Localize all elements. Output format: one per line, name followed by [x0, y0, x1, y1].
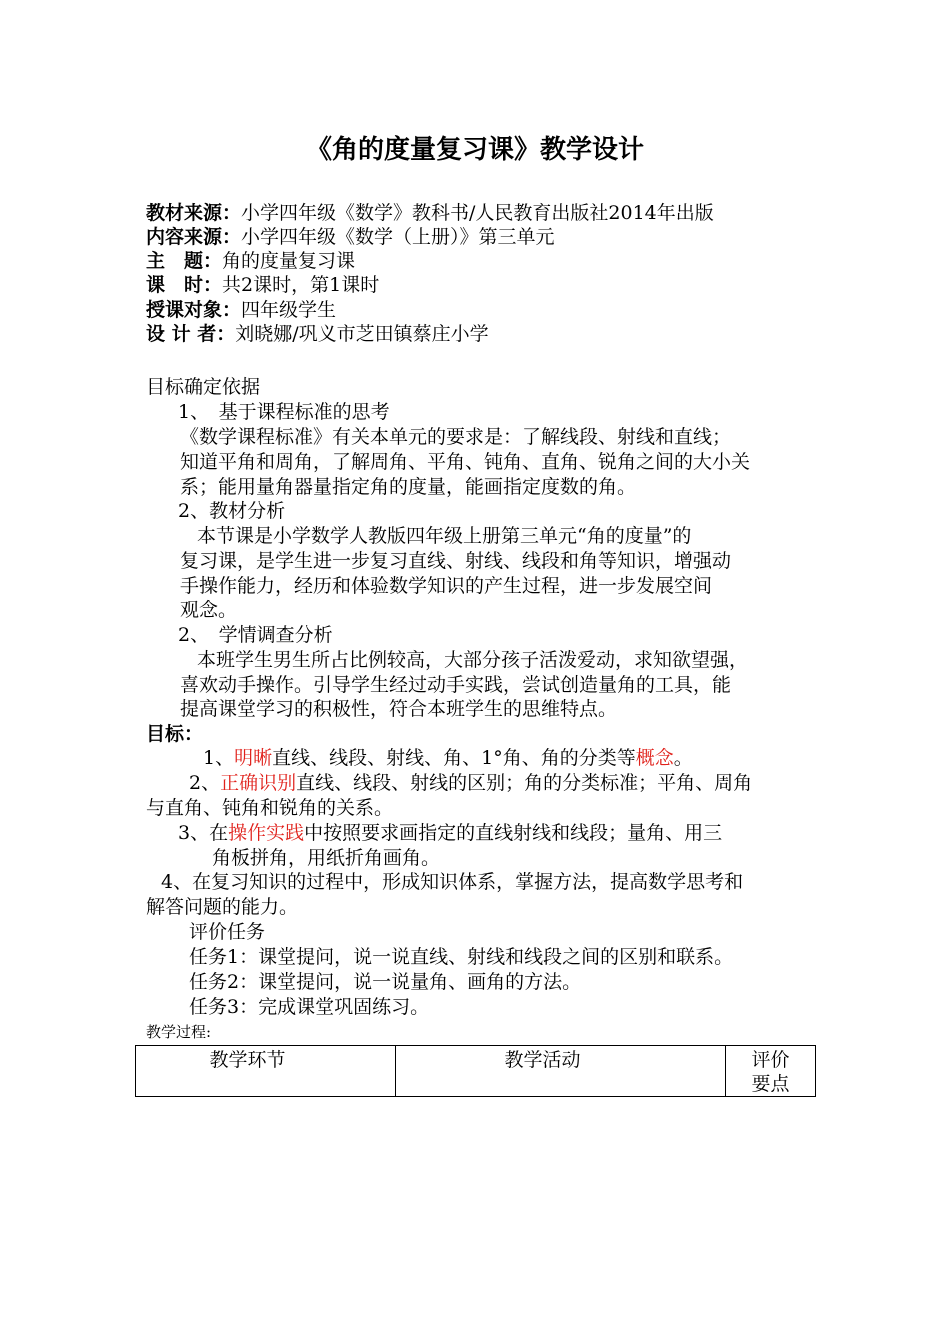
info-source — [146, 201, 714, 225]
basis-section3-line3: 提高课堂学习的积极性，符合本班学生的思维特点。 — [180, 698, 618, 720]
goal-2-rest: 直线、线段、射线的区别；角的分类标准；平角、周角 — [296, 772, 753, 794]
goal-2-highlight: 正确识别 — [220, 772, 297, 794]
goal-3-prefix: 3、在 — [178, 822, 229, 844]
basis-heading: 目标确定依据 — [146, 376, 261, 398]
basis-section2-line2: 复习课，是学生进一步复习直线、射线、线段和角等知识，增强动 — [180, 550, 732, 572]
basis-section1-line2: 知道平角和周角，了解周角、平角、钝角、直角、锐角之间的大小关 — [180, 451, 751, 473]
goals-heading: 目标： — [146, 723, 204, 745]
info-topic — [146, 249, 355, 273]
table-header-row — [136, 1046, 816, 1097]
info-period — [146, 273, 379, 297]
evaluation-task-2: 任务2：课堂提问，说一说量角、画角的方法。 — [189, 971, 582, 993]
goal-3 — [178, 821, 722, 845]
basis-section1-line3: 系；能用量角器量指定角的度量，能画指定度数的角。 — [180, 476, 637, 498]
goal-3-line2: 角板拼角，用纸折角画角。 — [212, 847, 441, 869]
info-source-label: 教材来源： — [146, 202, 242, 224]
basis-section3-line2: 喜欢动手操作。引导学生经过动手实践，尝试创造量角的工具，能 — [180, 674, 732, 696]
goal-2-line2: 与直角、钝角和锐角的关系。 — [146, 797, 394, 819]
info-designer-label: 设 计 者： — [146, 323, 236, 345]
basis-section3-title: 2、 学情调查分析 — [178, 624, 333, 646]
goal-1-end: 。 — [673, 747, 693, 769]
goal-3-highlight: 操作实践 — [228, 822, 305, 844]
info-audience-value: 四年级学生 — [241, 299, 337, 321]
info-designer-value: 刘晓娜/巩义市芝田镇蔡庄小学 — [235, 323, 489, 345]
goal-2 — [189, 771, 752, 795]
column-header-activity: 教学活动 — [396, 1046, 726, 1097]
goal-1-highlight-2: 概念 — [635, 747, 674, 769]
info-topic-label: 主 题： — [146, 250, 223, 272]
goal-3-rest: 中按照要求画指定的直线射线和线段；量角、用三 — [304, 822, 723, 844]
process-table — [135, 1045, 816, 1097]
basis-section1-title: 1、 基于课程标准的思考 — [178, 401, 390, 423]
goal-1-middle: 直线、线段、射线、角、1°角、角的分类等 — [272, 747, 636, 769]
info-content — [146, 225, 555, 249]
info-source-value: 小学四年级《数学》教科书/人民教育出版社2014年出版 — [241, 202, 714, 224]
column-header-stage: 教学环节 — [136, 1046, 396, 1097]
info-topic-value: 角的度量复习课 — [222, 250, 356, 272]
info-designer — [146, 322, 489, 346]
basis-section2-title: 2、教材分析 — [178, 500, 286, 522]
info-content-label: 内容来源： — [146, 226, 242, 248]
basis-section2-line4: 观念。 — [180, 599, 238, 621]
column-header-evaluation-line2: 要点 — [751, 1073, 790, 1095]
goal-4-line1: 4、在复习知识的过程中，形成知识体系，掌握方法，提高数学思考和 — [161, 871, 744, 893]
goal-2-prefix: 2、 — [189, 772, 221, 794]
basis-section1-line1: 《数学课程标准》有关本单元的要求是：了解线段、射线和直线； — [180, 426, 732, 448]
info-period-label: 课 时： — [146, 274, 223, 296]
evaluation-heading: 评价任务 — [189, 921, 266, 943]
info-audience — [146, 298, 336, 322]
basis-section2-line3: 手操作能力，经历和体验数学知识的产生过程，进一步发展空间 — [180, 575, 713, 597]
goal-1-highlight-1: 明晰 — [234, 747, 273, 769]
process-label: 教学过程: — [146, 1023, 212, 1041]
goal-4-line2: 解答问题的能力。 — [146, 896, 299, 918]
basis-section3-line1: 本班学生男生所占比例较高，大部分孩子活泼爱动，求知欲望强， — [197, 649, 749, 671]
info-content-value: 小学四年级《数学（上册）》第三单元 — [241, 226, 555, 248]
info-period-value: 共2课时，第1课时 — [222, 274, 380, 296]
evaluation-task-3: 任务3：完成课堂巩固练习。 — [189, 996, 430, 1018]
basis-section2-line1: 本节课是小学数学人教版四年级上册第三单元“角的度量”的 — [197, 525, 692, 547]
document-title: 《角的度量复习课》教学设计 — [305, 135, 644, 165]
column-header-evaluation-line1: 评价 — [751, 1049, 790, 1071]
goal-1 — [203, 746, 693, 770]
info-audience-label: 授课对象： — [146, 299, 242, 321]
column-header-evaluation — [726, 1046, 816, 1097]
goal-1-prefix: 1、 — [203, 747, 235, 769]
evaluation-task-1: 任务1：课堂提问，说一说直线、射线和线段之间的区别和联系。 — [189, 946, 734, 968]
